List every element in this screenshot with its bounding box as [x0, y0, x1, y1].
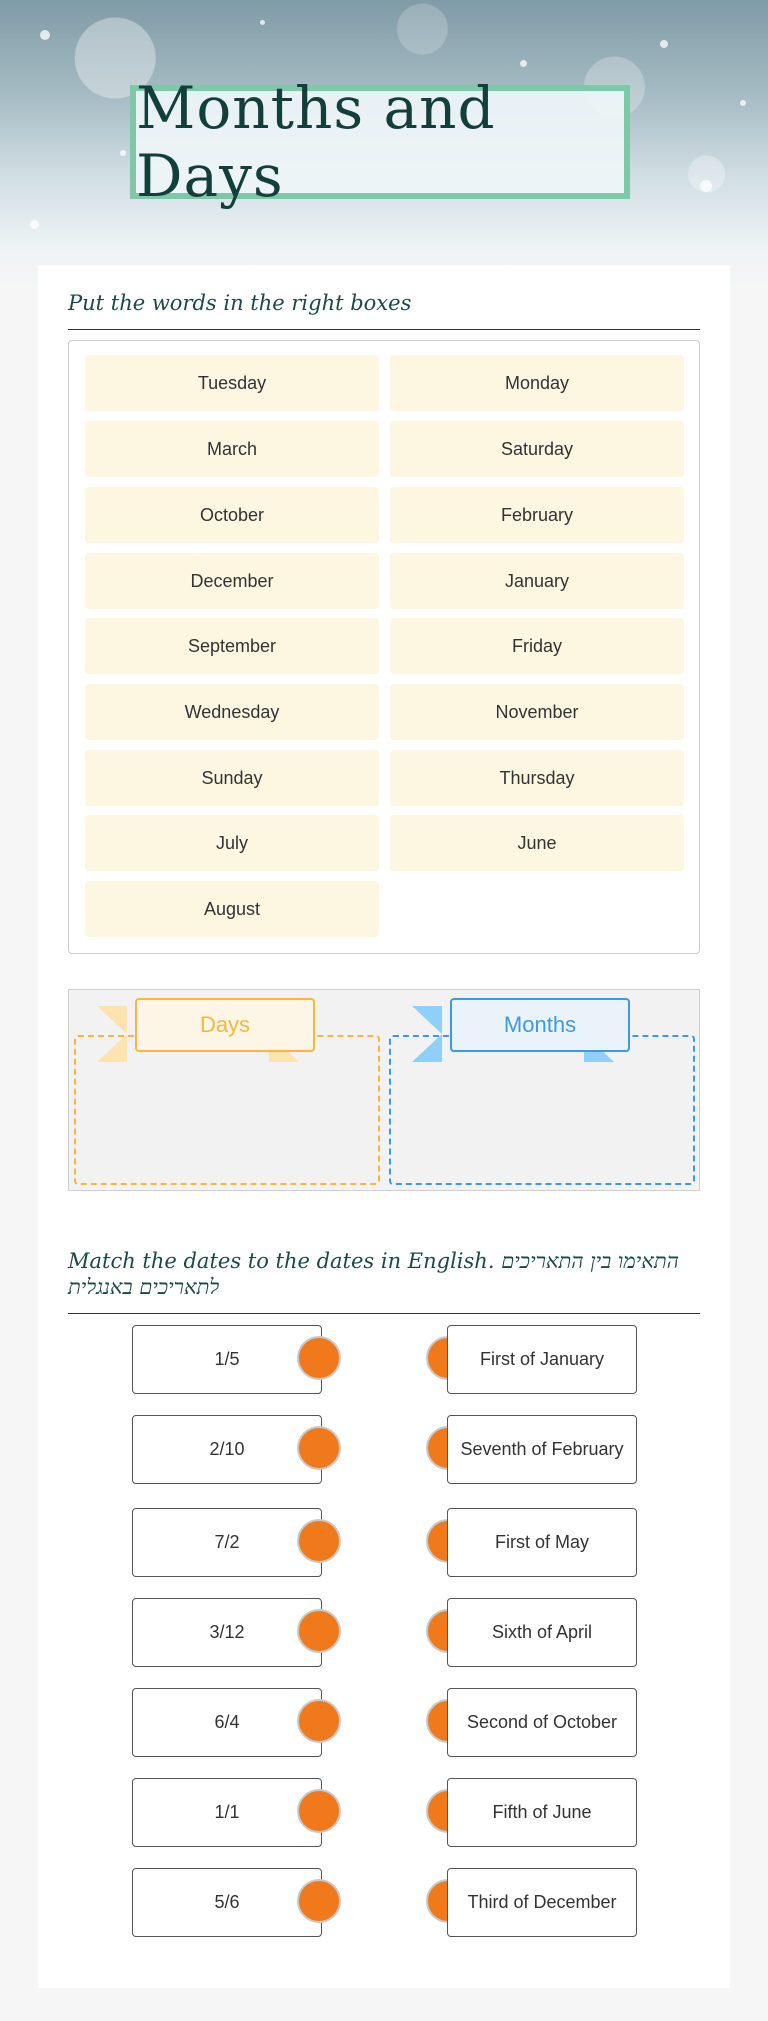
match-right-item: First of May [447, 1508, 637, 1577]
days-drop-zone[interactable] [74, 1035, 380, 1185]
draggable-word[interactable]: Wednesday [85, 684, 379, 740]
draggable-word[interactable]: February [390, 487, 684, 543]
draggable-word[interactable]: August [85, 881, 379, 937]
match-connector-left[interactable] [297, 1699, 341, 1743]
match-left-item: 2/10 [132, 1415, 322, 1484]
draggable-word[interactable]: October [85, 487, 379, 543]
match-right-item: Fifth of June [447, 1778, 637, 1847]
category-drop-area [68, 989, 700, 1191]
draggable-word[interactable]: June [390, 815, 684, 871]
section-divider [68, 329, 700, 330]
draggable-word[interactable]: Tuesday [85, 355, 379, 411]
match-right-item: Second of October [447, 1688, 637, 1757]
section-title-match-line2: לתאריכים באנגלית [68, 1275, 220, 1299]
match-right-item: First of January [447, 1325, 637, 1394]
draggable-word[interactable]: Thursday [390, 750, 684, 806]
draggable-word[interactable]: Saturday [390, 421, 684, 477]
draggable-word[interactable]: Sunday [85, 750, 379, 806]
match-right-item: Seventh of February [447, 1415, 637, 1484]
match-left-item: 6/4 [132, 1688, 322, 1757]
header-banner [0, 0, 768, 290]
months-drop-zone[interactable] [389, 1035, 695, 1185]
match-connector-left[interactable] [297, 1336, 341, 1380]
draggable-word[interactable]: December [85, 553, 379, 609]
match-connector-left[interactable] [297, 1609, 341, 1653]
months-category-label: Months [450, 998, 630, 1052]
draggable-word[interactable]: November [390, 684, 684, 740]
draggable-word[interactable]: January [390, 553, 684, 609]
match-left-item: 1/1 [132, 1778, 322, 1847]
draggable-word[interactable]: March [85, 421, 379, 477]
match-left-item: 1/5 [132, 1325, 322, 1394]
match-right-item: Sixth of April [447, 1598, 637, 1667]
section-title-match [68, 1248, 700, 1300]
title-box [130, 74, 630, 210]
word-bank [68, 340, 700, 954]
draggable-word[interactable]: Friday [390, 618, 684, 674]
match-left-item: 3/12 [132, 1598, 322, 1667]
draggable-word[interactable]: September [85, 618, 379, 674]
match-right-item: Third of December [447, 1868, 637, 1937]
match-connector-left[interactable] [297, 1879, 341, 1923]
section-title-sort: Put the words in the right boxes [68, 291, 412, 315]
days-category-label: Days [135, 998, 315, 1052]
match-left-item: 5/6 [132, 1868, 322, 1937]
draggable-word[interactable]: Monday [390, 355, 684, 411]
draggable-word[interactable]: July [85, 815, 379, 871]
match-connector-left[interactable] [297, 1519, 341, 1563]
section-title-match-line1: Match the dates to the dates in English. התאימו בין התאריכים [68, 1249, 679, 1273]
match-left-item: 7/2 [132, 1508, 322, 1577]
section-divider [68, 1313, 700, 1314]
match-connector-left[interactable] [297, 1789, 341, 1833]
match-connector-left[interactable] [297, 1426, 341, 1470]
page-title: Months and Days [136, 74, 496, 210]
